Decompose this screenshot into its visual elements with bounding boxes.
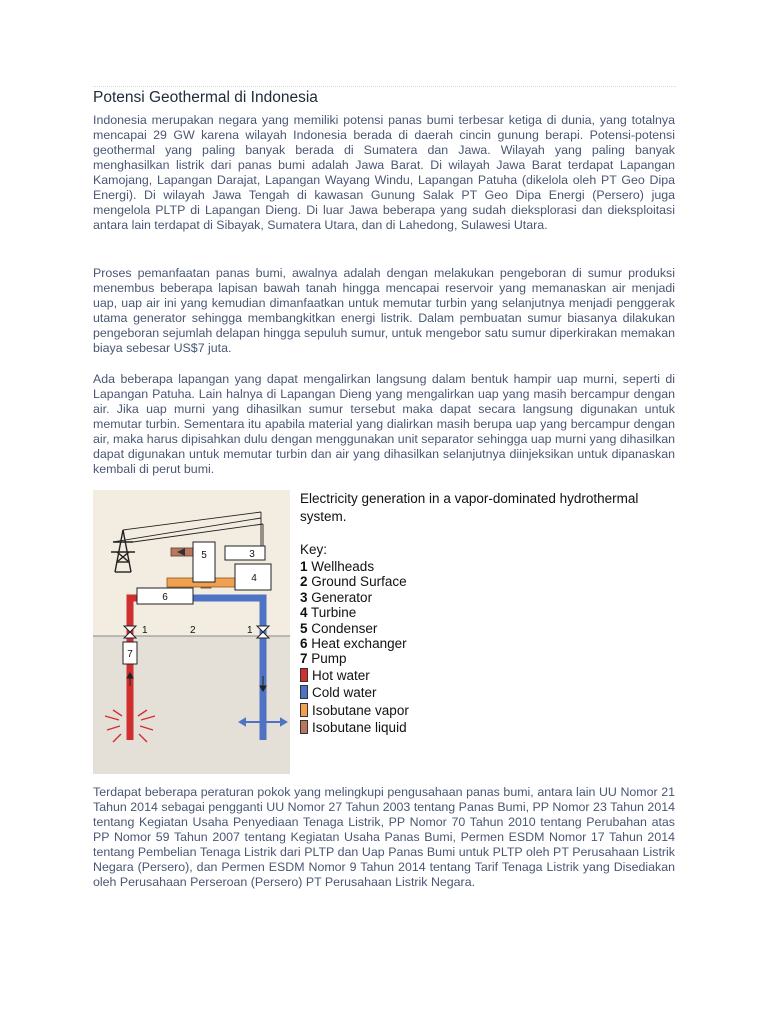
label-wellhead-right: 1 [247, 625, 253, 636]
diagram-svg [93, 490, 290, 774]
swatch-isobutane-liquid: Isobutane liquid [300, 719, 409, 736]
label-condenser: 5 [201, 550, 207, 561]
isobutane-vapor-swatch-icon [300, 703, 308, 717]
label-turbine: 4 [251, 573, 257, 584]
label-pump: 7 [127, 649, 133, 660]
figure-caption: Electricity generation in a vapor-dominated hydrothermal system. [300, 491, 639, 524]
key-item-3: 3 Generator [300, 589, 373, 605]
page-title: Potensi Geothermal di Indonesia [93, 89, 318, 106]
geothermal-diagram [93, 490, 290, 774]
key-item-2: 2 Ground Surface [300, 574, 407, 590]
hot-water-swatch-icon [300, 668, 308, 682]
condenser-box [193, 542, 215, 582]
isobutane-liquid-swatch-icon [300, 720, 308, 734]
label-wellhead-left: 1 [142, 625, 148, 636]
key-item-1: 1 Wellheads [300, 559, 375, 574]
key-item-7: 7 Pump [300, 651, 347, 667]
top-divider [93, 86, 676, 87]
label-heat-exchanger: 6 [162, 592, 168, 603]
key-item-4: 4 Turbine [300, 605, 357, 621]
cold-water-swatch-icon [300, 685, 308, 699]
paragraph-1: Indonesia merupakan negara yang memiliki potensi panas bumi terbesar ketiga di dunia, yang totalnya mencapai 29 GW karena wilayah Indonesia berada di daerah cincin gunung berapi. Potensi-potensi geothermal yang paling banyak berada di Sumatera dan Jawa. Wilayah yang paling banyak menghasilkan listrik dari panas bumi adalah Jawa Barat. Di wilayah Jawa Barat terdapat Lapangan Kamojang, Lapangan Darajat, Lapangan Wayang Windu, Lapangan Patuha (dikelola oleh PT Geo Dipa Energi). Di wilayah Jawa Tengah di kawasan Gunung Salak PT Geo Dipa Energi (Persero) juga mengelola PLTP di Lapangan Dieng. Di luar Jawa beberapa yang sudah dieksplorasi dan dieksploitasi antara lain terdapat di Sibayak, Sumatera Utara, dan di Lahedong, Sulawesi Utara. [93, 113, 675, 232]
paragraph-3: Ada beberapa lapangan yang dapat mengalirkan langsung dalam bentuk hampir uap murni, seperti di Lapangan Patuha. Lain halnya di Lapangan Dieng yang mengalirkan uap yang masih bercampur dengan air. Jika uap murni yang dihasilkan sumur tersebut maka dapat secara langsung digunakan untuk memutar turbin. Sementara itu apabila material yang dialirkan masih berupa uap yang bercampur dengan air, maka harus dipisahkan dulu dengan menggunakan unit separator sehingga uap murni yang dihasilkan dapat digunakan untuk memutar turbin dan air yang dihasilkan selanjutnya diinjeksikan untuk dipanaskan kembali di perut bumi. [93, 372, 675, 476]
paragraph-2: Proses pemanfaatan panas bumi, awalnya adalah dengan melakukan pengeboran di sumur produksi menembus beberapa lapisan bawah tanah hingga mencapai reservoir yang memanaskan air menjadi uap, uap air ini yang kemudian dimanfaatkan untuk memutar turbin yang selanjutnya menjadi penggerak utama generator sehingga membangkitkan energi listrik. Dalam pembuatan sumur biasanya dilakukan pengeboran sejumlah delapan hingga sepuluh sumur, untuk mengebor satu sumur diperkirakan memakan biaya sebesar US$7 juta. [93, 266, 675, 355]
label-ground: 2 [190, 625, 196, 636]
swatch-cold-water: Cold water [300, 684, 409, 701]
swatch-hot-water: Hot water [300, 667, 409, 684]
key-item-5: 5 Condenser [300, 620, 378, 636]
label-generator: 3 [249, 549, 255, 560]
swatch-isobutane-vapor: Isobutane vapor [300, 702, 409, 719]
generator-box [225, 546, 265, 560]
key-item-6: 6 Heat exchanger [300, 635, 407, 651]
figure-key [300, 559, 409, 736]
paragraph-4: Terdapat beberapa peraturan pokok yang melingkupi pengusahaan panas bumi, antara lain UU Nomor 21 Tahun 2014 sebagai pengganti UU Nomor 27 Tahun 2003 tentang Panas Bumi, PP Nomor 23 Tahun 2014 tentang Kegiatan Usaha Penyediaan Tenaga Listrik, PP Nomor 70 Tahun 2010 tentang Perubahan atas PP Nomor 59 Tahun 2007 tentang Kegiatan Usaha Panas Bumi, Permen ESDM Nomor 17 Tahun 2014 tentang Pembelian Tenaga Listrik dari PLTP dan Uap Panas Bumi untuk PLTP oleh PT Perusahaan Listrik Negara (Persero), dan Permen ESDM Nomor 9 Tahun 2014 tentang Tarif Tenaga Listrik yang Disediakan oleh Perusahaan Perseroan (Persero) PT Perusahaan Listrik Negara. [93, 785, 675, 889]
key-title: Key: [300, 542, 328, 557]
